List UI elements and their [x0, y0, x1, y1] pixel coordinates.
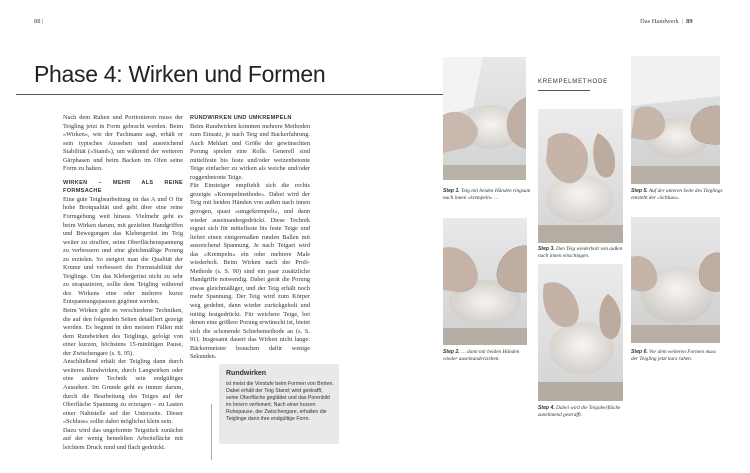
method-rule	[538, 90, 590, 91]
paragraph-einsteiger: Für Einsteiger empfiehlt sich die rechts gezeigte »Krempelmethode«. Dabei wird der Teig mit beiden Händen von außen nach innen gezogen, quasi »umgekrempelt«, und dann wieder auseinandergedrückt. Diese Technik eignet sich für mittelfeste bis feste Teige und liefert einen einigermaßen runden Ballen mit ausreichend Spannung. Je nach Teigart wird das »Krempeln« ein oder mehrere Male wiederholt. Beim Wirken nach der Profi-Methode (s. S. 90) sind ein paar zusätzliche Handgriffe notwendig. Dabei gerät die Porung etwas gleichmäßiger, und der Teig erhält noch mehr Spannung. Der Teig wird zum Körper weg gedehnt, dann wieder zurückgeholt und mittig festgedrückt. Für weichere Teige, bei denen eine größere Porung erwünscht ist, bietet sich die schonende Schiebemethode an (s. S. 91). Insgesamt dauert das Wirken nicht lange: Bäckermeister brauchen dafür wenige Sekunden.	[190, 182, 310, 361]
page-number-left: 88 |	[34, 18, 44, 25]
step-4-number: Step 4.	[538, 405, 555, 411]
photo-step-4	[538, 264, 623, 401]
subheading-rundwirken: RUNDWIRKEN UND UMKREMPELN	[190, 115, 292, 121]
caption-step-3	[538, 246, 626, 260]
title-rule	[16, 94, 444, 95]
paragraph-3: Beim Wirken gibt es verschiedene Techniken, die auf den folgenden Seiten detailliert gezeigt werden. Es beginnt in den meisten Fällen mit dem Rundwirken des Teiglings, gefolgt von einer kurzen, höchstens 15-minütigen Pause, der Zwischengare (s. S. 95).	[63, 307, 183, 357]
info-box-text: ist meist die Vorstufe beim Formen von Broten. Dabei erhält der Teig Stand; wird gestrafft, seine Oberfläche geglättet und das Porenbild im Innern verfeinert. Nach einer kurzen Ruhepause, der Zwischengare, erhalten die Teiglinge dann ihre endgültige Form.	[226, 381, 334, 422]
paragraph-2: Eine gute Teigbearbeitung ist das A und O für hohe Brotqualität und geht über eine reine Formgebung weit hinaus. Vielmehr geht es beim Wirken darum, mit gezielten Handgriffen und Bewegungen das Klebergerüst im Teig weiter zu straffen, seine Oberflächenspannung zu verbessern und eine gleichmäßige Porung zu erzielen. So steigert man die Qualität der Krume und verbessert die Formstabilität der Teiglinge. Um das Klebergerüst nicht zu sehr zu strapazieren, sollte dem Teigling während des Wirkens eine oder mehrere kurze Entspannungspausen gegönnt werden.	[63, 195, 183, 306]
caption-step-4	[538, 405, 626, 419]
step-6-text: Vor dem weiteren Formen muss der Teigling jetzt kurz ruhen.	[631, 349, 716, 362]
info-box-title: Rundwirken	[226, 370, 267, 377]
caption-step-1	[443, 188, 535, 202]
subheading-wirken: WIRKEN – MEHR ALS REINE FORMSACHE	[63, 179, 183, 195]
step-4-text: Dabei wird die Teigoberfläche zunehmend gestrafft.	[538, 405, 621, 418]
paragraph-5: Dazu wird das ungeformte Teigstück zunächst auf der wenig bemehlten Arbeitsfläche mit leichtem Druck rund und flach gedrückt.	[63, 426, 183, 451]
step-2-number: Step 2.	[443, 349, 460, 355]
step-1-number: Step 1.	[443, 188, 460, 194]
step-5-text: Auf der unteren Seite des Teiglings entsteht der »Schluss«.	[631, 188, 723, 201]
paragraph-4: Anschließend erhält der Teigling dann durch weiteres Rundwirken, durch Langwirken oder eine andere Technik sein endgültiges Aussehen. Im Grunde geht es immer darum, durch die Bearbeitung des Teiges auf der Oberfläche Spannung zu erzeugen – zu Lasten einer Nahtstelle auf der Unterseite. Dieser »Schluss« sollte dabei möglichst klein sein.	[63, 358, 183, 426]
step-2-text: … dann mit beiden Händen wieder auseinanderziehen.	[443, 349, 520, 362]
step-3-text: Den Teig wiederholt von außen nach innen einschlagen.	[538, 246, 623, 259]
photo-step-6	[631, 217, 720, 343]
step-1-text: Teig mit beiden Händen ringsum nach innen »krempeln« …	[443, 188, 531, 201]
photo-step-2	[443, 218, 527, 345]
step-3-number: Step 3.	[538, 246, 555, 252]
photo-step-3	[538, 109, 623, 243]
photo-step-5	[631, 56, 720, 184]
text-column-2	[190, 114, 310, 362]
caption-step-5	[631, 188, 723, 202]
section-name: Das Handwerk	[640, 18, 679, 25]
intro-paragraph: Nach dem Ruhen und Portionieren muss der Teigling jetzt in Form gebracht werden. Beim »Wirken«, wie der Fachmann sagt, erhält er sein typisches Aussehen und ausreichend Stabilität (»Stand«), um während der weiteren Gärphasen und beim Backen im Ofen seine Form zu halten.	[63, 114, 183, 173]
method-label: KREMPELMETHODE	[538, 79, 608, 85]
photo-step-1	[443, 57, 526, 180]
divider	[211, 404, 212, 460]
page-number-right: 89	[686, 18, 693, 25]
step-5-number: Step 5.	[631, 188, 648, 194]
caption-step-6	[631, 349, 723, 363]
caption-step-2	[443, 349, 535, 363]
paragraph-rundwirken: Beim Rundwirken kommen mehrere Methoden zum Einsatz, je nach Teig und Backerfahrung. Auch Mehlart und Größe der gewünschten Porung spielen eine Rolle. Generell sind mittelfeste bis feste und/oder weizenbetonte Teige einfacher zu wirken als weiche und/oder roggenbetonte Teige.	[190, 122, 310, 181]
text-column-1	[63, 114, 183, 452]
running-head: Das Handwerk | 89	[640, 18, 693, 25]
step-6-number: Step 6.	[631, 349, 648, 355]
chapter-title: Phase 4: Wirken und Formen	[34, 61, 326, 87]
